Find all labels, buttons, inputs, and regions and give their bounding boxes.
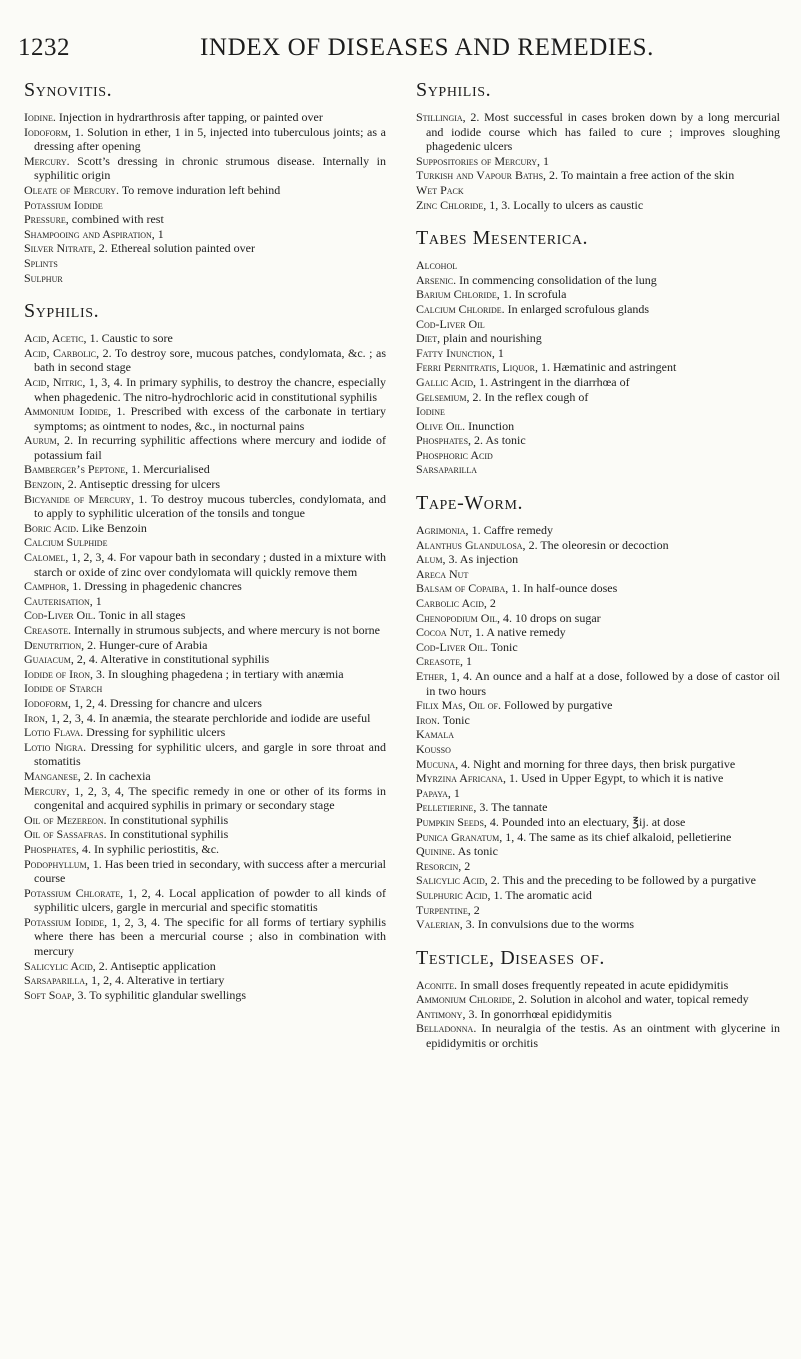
entry-heading: Cod-Liver Oil [416,316,485,331]
entry-text: 1. A native remedy [475,625,566,640]
entry-heading: Boric Acid. [24,520,79,535]
index-entry [416,302,780,317]
index-entry [24,331,386,346]
index-entry [416,581,780,596]
entry-heading: Oil of Mezereon. [24,812,107,827]
entry-text: 1. Hæmatinic and astringent [541,360,677,375]
entry-text: In enlarged scrofulous glands [507,301,650,316]
entry-heading: Mercury, [24,783,70,798]
section-title: Tabes Mesenterica. [416,227,589,250]
entry-text: 1. Caustic to sore [89,331,173,346]
index-entry [416,110,780,154]
entry-heading: Calcium Sulphide [24,535,108,550]
entry-text: 2 [489,596,496,611]
entry-text: 1, 2, 4. Dressing for chancre and ulcers [74,695,262,710]
entry-text: 2. In cachexia [83,768,151,783]
index-entry [416,1007,780,1022]
entry-text: 1, 2, 3, 4. The specific for all forms of tertiary syphilis where there has been a mercurial course ; also in combination with mercury [34,914,387,959]
entry-heading: Zinc Chloride, [416,197,487,212]
entry-heading: Turkish and Vapour Baths, [416,168,547,183]
entry-heading: Belladonna. [416,1021,477,1036]
entry-heading: Chenopodium Oil, [416,610,500,625]
index-entry [24,212,386,227]
entry-heading: Cocoa Nut, [416,625,473,640]
index-entry [24,404,386,433]
entry-text: Injection in hydrarthrosis after tapping, or painted over [58,110,323,124]
entry-heading: Shampooing and Aspiration, [24,226,155,241]
entry-heading: Lotio Flava. [24,725,84,740]
entry-heading: Alanthus Glandulosa, [416,537,526,552]
entry-heading: Aconite. [416,977,457,992]
entry-text: 1, 2, 4. Alterative in tertiary [91,973,225,988]
entry-heading: Soft Soap, [24,987,75,1002]
section-title: Synovitis. [24,79,113,101]
index-entry [24,784,386,813]
entry-heading: Potassium Chlorate, [24,885,124,900]
index-entry [416,757,780,772]
entry-text: 2. Antiseptic dressing for ulcers [67,477,221,492]
section-tabes-mesenterica [416,226,780,477]
entry-text: 2. Antiseptic application [98,958,216,973]
section-title: Testicle, Diseases of. [416,946,605,969]
entry-heading: Suppositories of Mercury, [416,153,540,168]
entry-heading: Barium Chloride, [416,287,500,302]
index-entry [24,154,386,183]
index-entry [416,640,780,655]
entry-text: 1. Used in Upper Egypt, to which it is native [509,771,724,786]
index-entry [416,1021,780,1050]
entry-text: 1. To destroy mucous tubercles, condylomata, and to apply to syphilitic ulceration of the tonsils and tongue [34,491,386,521]
entry-text: In commencing consolidation of the lung [459,272,657,287]
index-entry [416,713,780,728]
entry-heading: Sulphur [24,270,63,285]
entry-heading: Filix Mas, Oil of. [416,698,502,713]
index-entry [416,273,780,288]
entry-heading: Antimony, [416,1006,466,1021]
index-entry [416,786,780,801]
index-entry [24,915,386,959]
entry-heading: Iodide of Starch [24,681,103,696]
index-entry [24,740,386,769]
entry-heading: Areca Nut [416,566,469,581]
entry-heading: Gelsemium, [416,389,470,404]
index-entry [416,844,780,859]
section-title: Syphilis. [24,300,100,323]
index-entry [416,404,780,419]
entry-heading: Turpentine, [416,902,471,917]
index-entry [416,669,780,698]
entry-text: 1. Dressing in phagedenic chancres [72,579,242,594]
entry-text: Dressing for syphilitic ulcers, and gargle in sore throat and stomatitis [34,739,386,769]
entry-text: 1 [453,785,460,800]
index-entry [416,771,780,786]
entry-heading: Kousso [416,741,451,756]
index-entry [416,611,780,626]
index-entry [24,681,386,696]
entry-text: As tonic [457,844,498,859]
entry-heading: Arsenic. [416,272,457,287]
entry-text: 1, 3. Locally to ulcers as caustic [489,197,644,212]
entry-heading: Myrzina Africana, [416,771,507,786]
entry-text: 1. Caffre remedy [471,523,553,538]
index-entry [416,360,780,375]
entry-text: 3. As injection [448,552,519,567]
index-entry [24,813,386,828]
index-entry [24,125,386,154]
entry-text: 1 [543,153,549,168]
entry-heading: Acid, Nitric, [24,374,86,389]
page-header [0,0,801,80]
section-synovitis [24,78,386,285]
right-column [416,78,780,1051]
index-entry [416,917,780,932]
index-entry [24,535,386,550]
entry-text: 3. The tannate [479,800,548,815]
entry-heading: Ferri Pernitratis, Liquor, [416,360,539,375]
index-entry [24,241,386,256]
index-entry [24,256,386,271]
entry-text: Like Benzoin [81,520,147,535]
entry-heading: Wet Pack [416,182,464,197]
page-number: 1232 [18,34,70,61]
entry-heading: Creasote, [416,654,464,669]
entry-heading: Calcium Chloride. [416,301,505,316]
left-column [24,78,386,1002]
entry-text: 2. Solution in alcohol and water, topical remedy [518,992,749,1007]
entry-heading: Alum, [416,552,446,567]
index-entry [24,638,386,653]
index-entry [24,827,386,842]
entry-text: 1 [157,226,164,241]
entry-text: 1. In scrofula [502,287,567,302]
entry-text: Tonic [490,639,518,654]
entry-text: 2 [473,902,480,917]
section-syphilis [24,299,386,1002]
entry-heading: Phosphates, [416,433,472,448]
index-entry [416,800,780,815]
index-entry [24,477,386,492]
entry-text: 4. Pounded into an electuary, ℥ij. at dose [489,814,686,829]
index-entry [416,992,780,1007]
index-entry [416,873,780,888]
index-entry [24,988,386,1003]
index-entry [416,903,780,918]
index-entry [24,110,386,125]
index-entry [24,594,386,609]
index-entry [24,462,386,477]
index-entry [416,888,780,903]
entry-heading: Iodine [416,404,445,419]
entry-heading: Fatty Inunction, [416,345,495,360]
entry-heading: Pressure, [24,212,69,227]
entry-heading: Cod-Liver Oil. [416,639,488,654]
index-entry [24,725,386,740]
index-entry [416,183,780,198]
entry-text: 4. 10 drops on sugar [503,610,601,625]
index-entry [24,227,386,242]
entry-text: 1, 3, 4. In primary syphilis, to destroy the chancre, especially when phagedenic. The nitro-hydrochloric acid in constitutional syphilis [34,374,387,404]
entry-text: 1, 4. An ounce and a half at a dose, followed by a dose of castor oil in two hours [426,669,781,698]
entry-heading: Agrimonia, [416,523,469,538]
index-entry [24,183,386,198]
entry-text: 2. Ethereal solution painted over [98,241,256,256]
entry-text: 3. In sloughing phagedena ; in tertiary with anæmia [96,666,344,681]
entry-text: 1, 2, 4. Local application of powder to all kinds of syphilitic ulcers, gargle in mercurial and specific stomatitis [34,885,387,915]
index-entry [416,433,780,448]
entry-heading: Salicylic Acid, [24,958,96,973]
entry-text: 2. To destroy sore, mucous patches, condylomata, &c. ; as bath in second stage [34,345,387,375]
index-entry [416,625,780,640]
entry-text: In neuralgia of the testis. As an ointment with glycerine in epididymitis or orchitis [426,1021,781,1051]
entry-heading: Calomel, [24,550,69,565]
entry-text: plain and nourishing [443,331,542,346]
entry-text: 2. To maintain a free action of the skin [549,168,735,183]
index-entry [416,462,780,477]
entry-text: 2 [464,858,471,873]
entry-heading: Diet, [416,331,441,346]
entry-heading: Ammonium Iodide, [24,404,112,419]
entry-text: 1, 2, 3, 4. In anæmia, the stearate perchloride and iodide are useful [50,710,371,725]
entry-text: In constitutional syphilis [109,827,229,842]
section-tape-worm [416,491,780,932]
index-entry [24,973,386,988]
entry-text: Followed by purgative [504,698,613,713]
index-entry [24,886,386,915]
entry-heading: Potassium Iodide [24,197,103,212]
entry-heading: Aurum, [24,433,60,448]
index-entry [416,523,780,538]
index-entry [416,390,780,405]
index-entry [24,579,386,594]
entry-heading: Carbolic Acid, [416,596,487,611]
entry-heading: Phosphates, [24,841,80,856]
entry-heading: Bicyanide of Mercury, [24,491,135,506]
entry-heading: Kamala [416,727,454,742]
entry-text: 1, 2, 3, 4, The specific remedy in one or other of its forms in congenital and acquired syphilis in primary or secondary stage [34,783,386,813]
index-entry [24,550,386,579]
entry-heading: Benzoin, [24,477,65,492]
index-entry [416,727,780,742]
index-entry [24,433,386,462]
entry-text: 2. The oleoresin or decoction [528,537,669,552]
section-title: Syphilis. [416,79,492,101]
entry-heading: Sarsaparilla, [24,973,89,988]
index-entry [24,521,386,536]
index-entry [24,842,386,857]
entry-text: 4. In syphilic periostitis, &c. [82,841,220,856]
entry-heading: Silver Nitrate, [24,241,96,256]
entry-heading: Punica Granatum, [416,829,503,844]
entry-text: Tonic in all stages [98,608,186,623]
entry-heading: Lotio Nigra. [24,739,87,754]
index-entry [416,198,780,213]
entry-heading: Valerian, [416,917,463,932]
entry-text: 2. As tonic [474,433,526,448]
entry-heading: Creasote. [24,623,72,637]
index-entry [416,698,780,713]
index-entry [24,857,386,886]
entry-heading: Manganese, [24,768,81,783]
index-entry [416,859,780,874]
entry-text: 1 [466,654,473,669]
index-entry [416,538,780,553]
entry-text: 1 [95,593,102,608]
index-entry [416,596,780,611]
index-entry [416,154,780,169]
entry-text: 2. In recurring syphilitic affections where mercury and iodide of potassium fail [34,433,386,462]
entry-heading: Acid, Carbolic, [24,345,100,360]
entry-text: 1 [497,345,504,360]
index-entry [416,346,780,361]
entry-text: 2, 4. Alterative in constitutional syphilis [76,652,270,667]
entry-heading: Ammonium Chloride, [416,992,516,1007]
entry-text: 1. In half-ounce doses [511,581,618,596]
entry-text: 1. The aromatic acid [493,887,592,902]
entry-heading: Iodide of Iron, [24,666,93,681]
entry-heading: Iron, [24,710,48,725]
index-entry [24,711,386,726]
entry-heading: Guaiacum, [24,652,74,667]
entry-heading: Quinine. [416,844,456,859]
entry-heading: Iodine. [24,110,56,124]
entry-heading: Salicylic Acid, [416,873,488,888]
entry-heading: Iron. [416,712,440,727]
entry-heading: Splints [24,255,58,270]
index-entry [24,375,386,404]
entry-text: 2. In the reflex cough of [472,389,589,404]
index-entry [416,978,780,993]
entry-heading: Balsam of Copaiba, [416,581,509,596]
section-title: Tape-Worm. [416,492,524,515]
entry-text: 1, 4. The same as its chief alkaloid, pelletierine [505,829,732,844]
index-entry [24,608,386,623]
index-entry [416,419,780,434]
entry-heading: Cauterisation, [24,593,93,608]
index-entry [416,654,780,669]
entry-text: To remove induration left behind [121,182,281,197]
entry-heading: Potassium Iodide, [24,914,108,929]
index-entry [416,258,780,273]
entry-heading: Stillingia, [416,110,466,124]
entry-text: 3. To syphilitic glandular swellings [77,987,247,1002]
index-entry [416,331,780,346]
entry-text: Inunction [468,418,515,433]
entry-text: combined with rest [71,212,164,227]
entry-heading: Pumpkin Seeds, [416,814,487,829]
entry-heading: Acid, Acetic, [24,331,87,346]
entry-heading: Phosphoric Acid [416,447,493,462]
entry-text: 3. In gonorrhœal epididymitis [468,1006,612,1021]
index-entry [24,271,386,286]
entry-text: In small doses frequently repeated in acute epididymitis [460,977,729,992]
entry-text: 1. Has been tried in secondary, with success after a mercurial course [34,856,387,886]
index-entry [24,959,386,974]
entry-text: 3. In convulsions due to the worms [465,917,635,932]
index-entry [24,696,386,711]
entry-text: 2. Hunger-cure of Arabia [87,637,208,652]
entry-text: 4. Night and morning for three days, then brisk purgative [461,756,736,771]
entry-heading: Denutrition, [24,637,85,652]
entry-heading: Olive Oil. [416,418,466,433]
entry-heading: Mercury. [24,153,70,168]
entry-heading: Pelletierine, [416,800,477,815]
section-testicle-diseases-of [416,946,780,1051]
entry-text: 2. Most successful in cases broken down by a long mercurial and iodide course which has failed to cure ; improves sloughing phagedenic ulcers [426,110,781,154]
entry-text: 1, 2, 3, 4. For vapour bath in secondary ; dusted in a mixture with starch or oxide of zinc over condylomata will quickly remove them [34,550,387,579]
section-syphilis [416,78,780,212]
entry-heading: Camphor, [24,579,70,594]
entry-heading: Iodoform, [24,124,72,139]
index-entry [416,317,780,332]
entry-heading: Oil of Sassafras. [24,827,107,842]
index-entry [24,652,386,667]
entry-text: Internally in strumous subjects, and where mercury is not borne [74,623,380,637]
index-entry [24,769,386,784]
entry-heading: Ether, [416,669,448,683]
entry-heading: Oleate of Mercury. [24,182,120,197]
entry-text: 1. Prescribed with excess of the carbonate in tertiary symptoms; as ointment to nodes, &c., in nocturnal pains [34,404,387,433]
entry-text: 2. This and the preceding to be followed by a purgative [490,873,756,888]
index-entry [416,567,780,582]
index-entry [24,346,386,375]
index-entry [416,815,780,830]
running-title: INDEX OF DISEASES AND REMEDIES. [200,34,655,61]
index-entry [416,742,780,757]
entry-heading: Papaya, [416,785,451,800]
entry-heading: Cod-Liver Oil. [24,608,96,623]
entry-heading: Sulphuric Acid, [416,887,491,902]
index-entry [416,552,780,567]
index-entry [416,168,780,183]
entry-heading: Sarsaparilla [416,462,478,477]
entry-heading: Resorcin, [416,858,462,873]
entry-heading: Mucuna, [416,756,459,771]
entry-text: 1. Mercurialised [131,462,210,477]
entry-text: 1. Solution in ether, 1 in 5, injected into tuberculous joints; as a dressing after opening [34,124,387,154]
entry-text: In constitutional syphilis [109,812,229,827]
entry-text: Tonic [442,712,470,727]
entry-text: Dressing for syphilitic ulcers [86,725,226,740]
entry-text: 1. Astringent in the diarrhœa of [479,374,630,389]
entry-heading: Iodoform, [24,695,72,710]
entry-heading: Alcohol [416,258,458,273]
index-entry [24,667,386,682]
index-entry [24,623,386,638]
index-entry [416,830,780,845]
index-entry [24,492,386,521]
entry-text: Scott’s dressing in chronic strumous disease. Internally in syphilitic origin [34,153,387,183]
entry-heading: Bamberger’s Peptone, [24,462,129,477]
index-entry [416,448,780,463]
entry-heading: Gallic Acid, [416,374,476,389]
index-entry [416,287,780,302]
index-entry [24,198,386,213]
index-entry [416,375,780,390]
entry-heading: Podophyllum, [24,856,90,871]
